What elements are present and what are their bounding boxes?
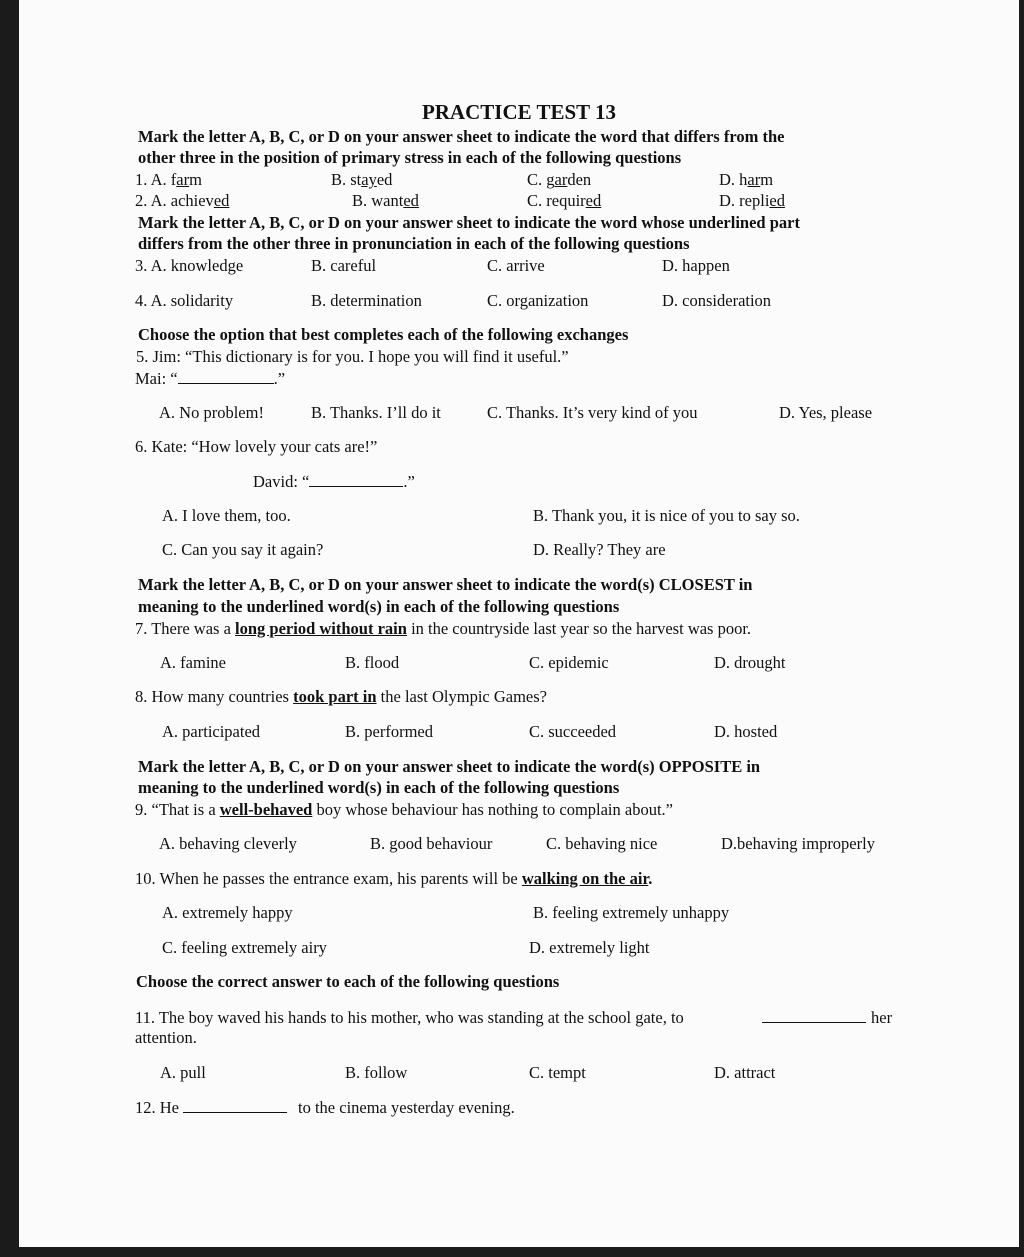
q10-underlined: walking on the air (521, 869, 649, 888)
q3-option-d[interactable]: D. happen (662, 256, 730, 275)
q2-option-c[interactable]: C. required (527, 191, 602, 210)
q3-option-c[interactable]: C. arrive (487, 256, 545, 275)
instruction-pronunciation-line2: differs from the other three in pronunciation in each of the following questions (138, 234, 690, 253)
q1-option-d[interactable]: D. harm (719, 170, 774, 189)
q3-option-a[interactable]: 3. A. knowledge (135, 256, 244, 275)
q11-option-c[interactable]: C. tempt (529, 1063, 586, 1082)
instruction-opposite-line1: Mark the letter A, B, C, or D on your answer sheet to indicate the word(s) OPPOSITE in (138, 757, 761, 776)
q5-option-c[interactable]: C. Thanks. It’s very kind of you (487, 403, 698, 422)
q11-option-b[interactable]: B. follow (345, 1063, 408, 1082)
q4-option-b[interactable]: B. determination (311, 291, 422, 310)
instruction-exchanges: Choose the option that best completes each of the following exchanges (138, 325, 629, 344)
q10-option-d[interactable]: D. extremely light (529, 938, 650, 957)
q4-option-a[interactable]: 4. A. solidarity (135, 291, 234, 310)
q6-option-a[interactable]: A. I love them, too. (162, 506, 291, 525)
instruction-closest-line1: Mark the letter A, B, C, or D on your answer sheet to indicate the word(s) CLOSEST in (138, 575, 753, 594)
instruction-stress-line1: Mark the letter A, B, C, or D on your answer sheet to indicate the word that differs from the (138, 127, 785, 146)
q11-option-d[interactable]: D. attract (714, 1063, 776, 1082)
q10-option-c[interactable]: C. feeling extremely airy (162, 938, 327, 957)
q1-option-a[interactable]: 1. A. farm (135, 170, 202, 189)
instruction-pronunciation-line1: Mark the letter A, B, C, or D on your answer sheet to indicate the word whose underlined part (138, 213, 800, 232)
q2-option-b[interactable]: B. wanted (352, 191, 419, 210)
q8-option-d[interactable]: D. hosted (714, 722, 778, 741)
instruction-stress-line2: other three in the position of primary stress in each of the following questions (138, 148, 682, 167)
q9-option-b[interactable]: B. good behaviour (370, 834, 493, 853)
q7-underlined: long period without rain (235, 619, 407, 638)
q6-reply: David: “ .” (253, 472, 415, 491)
instruction-opposite-line2: meaning to the underlined word(s) in each of the following questions (138, 778, 620, 797)
q11-stem: 11. The boy waved his hands to his mother, who was standing at the school gate, to (135, 1008, 684, 1027)
q7-option-c[interactable]: C. epidemic (529, 653, 609, 672)
q11-stem-continued: attention. (135, 1028, 197, 1047)
q11-answer-blank[interactable] (762, 1008, 866, 1023)
q4-option-d[interactable]: D. consideration (662, 291, 772, 310)
instruction-correct: Choose the correct answer to each of the following questions (136, 972, 560, 991)
q8-option-a[interactable]: A. participated (162, 722, 261, 741)
q10-option-b[interactable]: B. feeling extremely unhappy (533, 903, 730, 922)
q10-option-a[interactable]: A. extremely happy (162, 903, 293, 922)
q6-answer-blank[interactable] (309, 472, 403, 487)
q12-stem: 12. He (135, 1098, 287, 1118)
q6-option-c[interactable]: C. Can you say it again? (162, 540, 324, 559)
q7-stem: 7. There was a long period without rain in the countryside last year so the harvest was poor. (135, 619, 752, 638)
q9-option-c[interactable]: C. behaving nice (546, 834, 658, 853)
q5-answer-blank[interactable] (178, 369, 274, 384)
q9-option-a[interactable]: A. behaving cleverly (159, 834, 297, 853)
q9-underlined: well-behaved (219, 800, 313, 819)
q11-answer-blank-wrap (762, 1008, 866, 1028)
instruction-closest-line2: meaning to the underlined word(s) in each of the following questions (138, 597, 620, 616)
page-title: PRACTICE TEST 13 (421, 100, 617, 124)
q7-option-b[interactable]: B. flood (345, 653, 400, 672)
q11-option-a[interactable]: A. pull (160, 1063, 206, 1082)
q10-stem: 10. When he passes the entrance exam, his parents will be walking on the air. (135, 869, 653, 888)
q8-option-b[interactable]: B. performed (345, 722, 433, 741)
q5-reply: Mai: “ .” (135, 369, 286, 388)
q1-option-b[interactable]: B. stayed (331, 170, 393, 189)
q5-option-d[interactable]: D. Yes, please (779, 403, 873, 422)
worksheet-page (19, 0, 1019, 1247)
q12-stem-end: to the cinema yesterday evening. (298, 1098, 515, 1117)
q8-underlined: took part in (293, 687, 377, 706)
q6-option-b[interactable]: B. Thank you, it is nice of you to say so. (533, 506, 800, 525)
q5-option-b[interactable]: B. Thanks. I’ll do it (311, 403, 441, 422)
q4-option-c[interactable]: C. organization (487, 291, 589, 310)
q12-answer-blank[interactable] (183, 1098, 287, 1113)
q3-option-b[interactable]: B. careful (311, 256, 377, 275)
q6-stem: 6. Kate: “How lovely your cats are!” (135, 437, 378, 456)
q5-option-a[interactable]: A. No problem! (159, 403, 264, 422)
q2-option-a[interactable]: 2. A. achieved (135, 191, 230, 210)
q6-option-d[interactable]: D. Really? They are (533, 540, 666, 559)
q5-stem: 5. Jim: “This dictionary is for you. I hope you will find it useful.” (136, 347, 569, 366)
q9-stem: 9. “That is a well-behaved boy whose behaviour has nothing to complain about.” (135, 800, 673, 819)
q2-option-d[interactable]: D. replied (719, 191, 785, 210)
q7-option-a[interactable]: A. famine (160, 653, 226, 672)
q9-option-d[interactable]: D.behaving improperly (721, 834, 875, 853)
q1-option-c[interactable]: C. garden (527, 170, 592, 189)
q8-stem: 8. How many countries took part in the last Olympic Games? (135, 687, 548, 706)
q8-option-c[interactable]: C. succeeded (529, 722, 617, 741)
q11-stem-end: her (871, 1008, 893, 1027)
q7-option-d[interactable]: D. drought (714, 653, 786, 672)
